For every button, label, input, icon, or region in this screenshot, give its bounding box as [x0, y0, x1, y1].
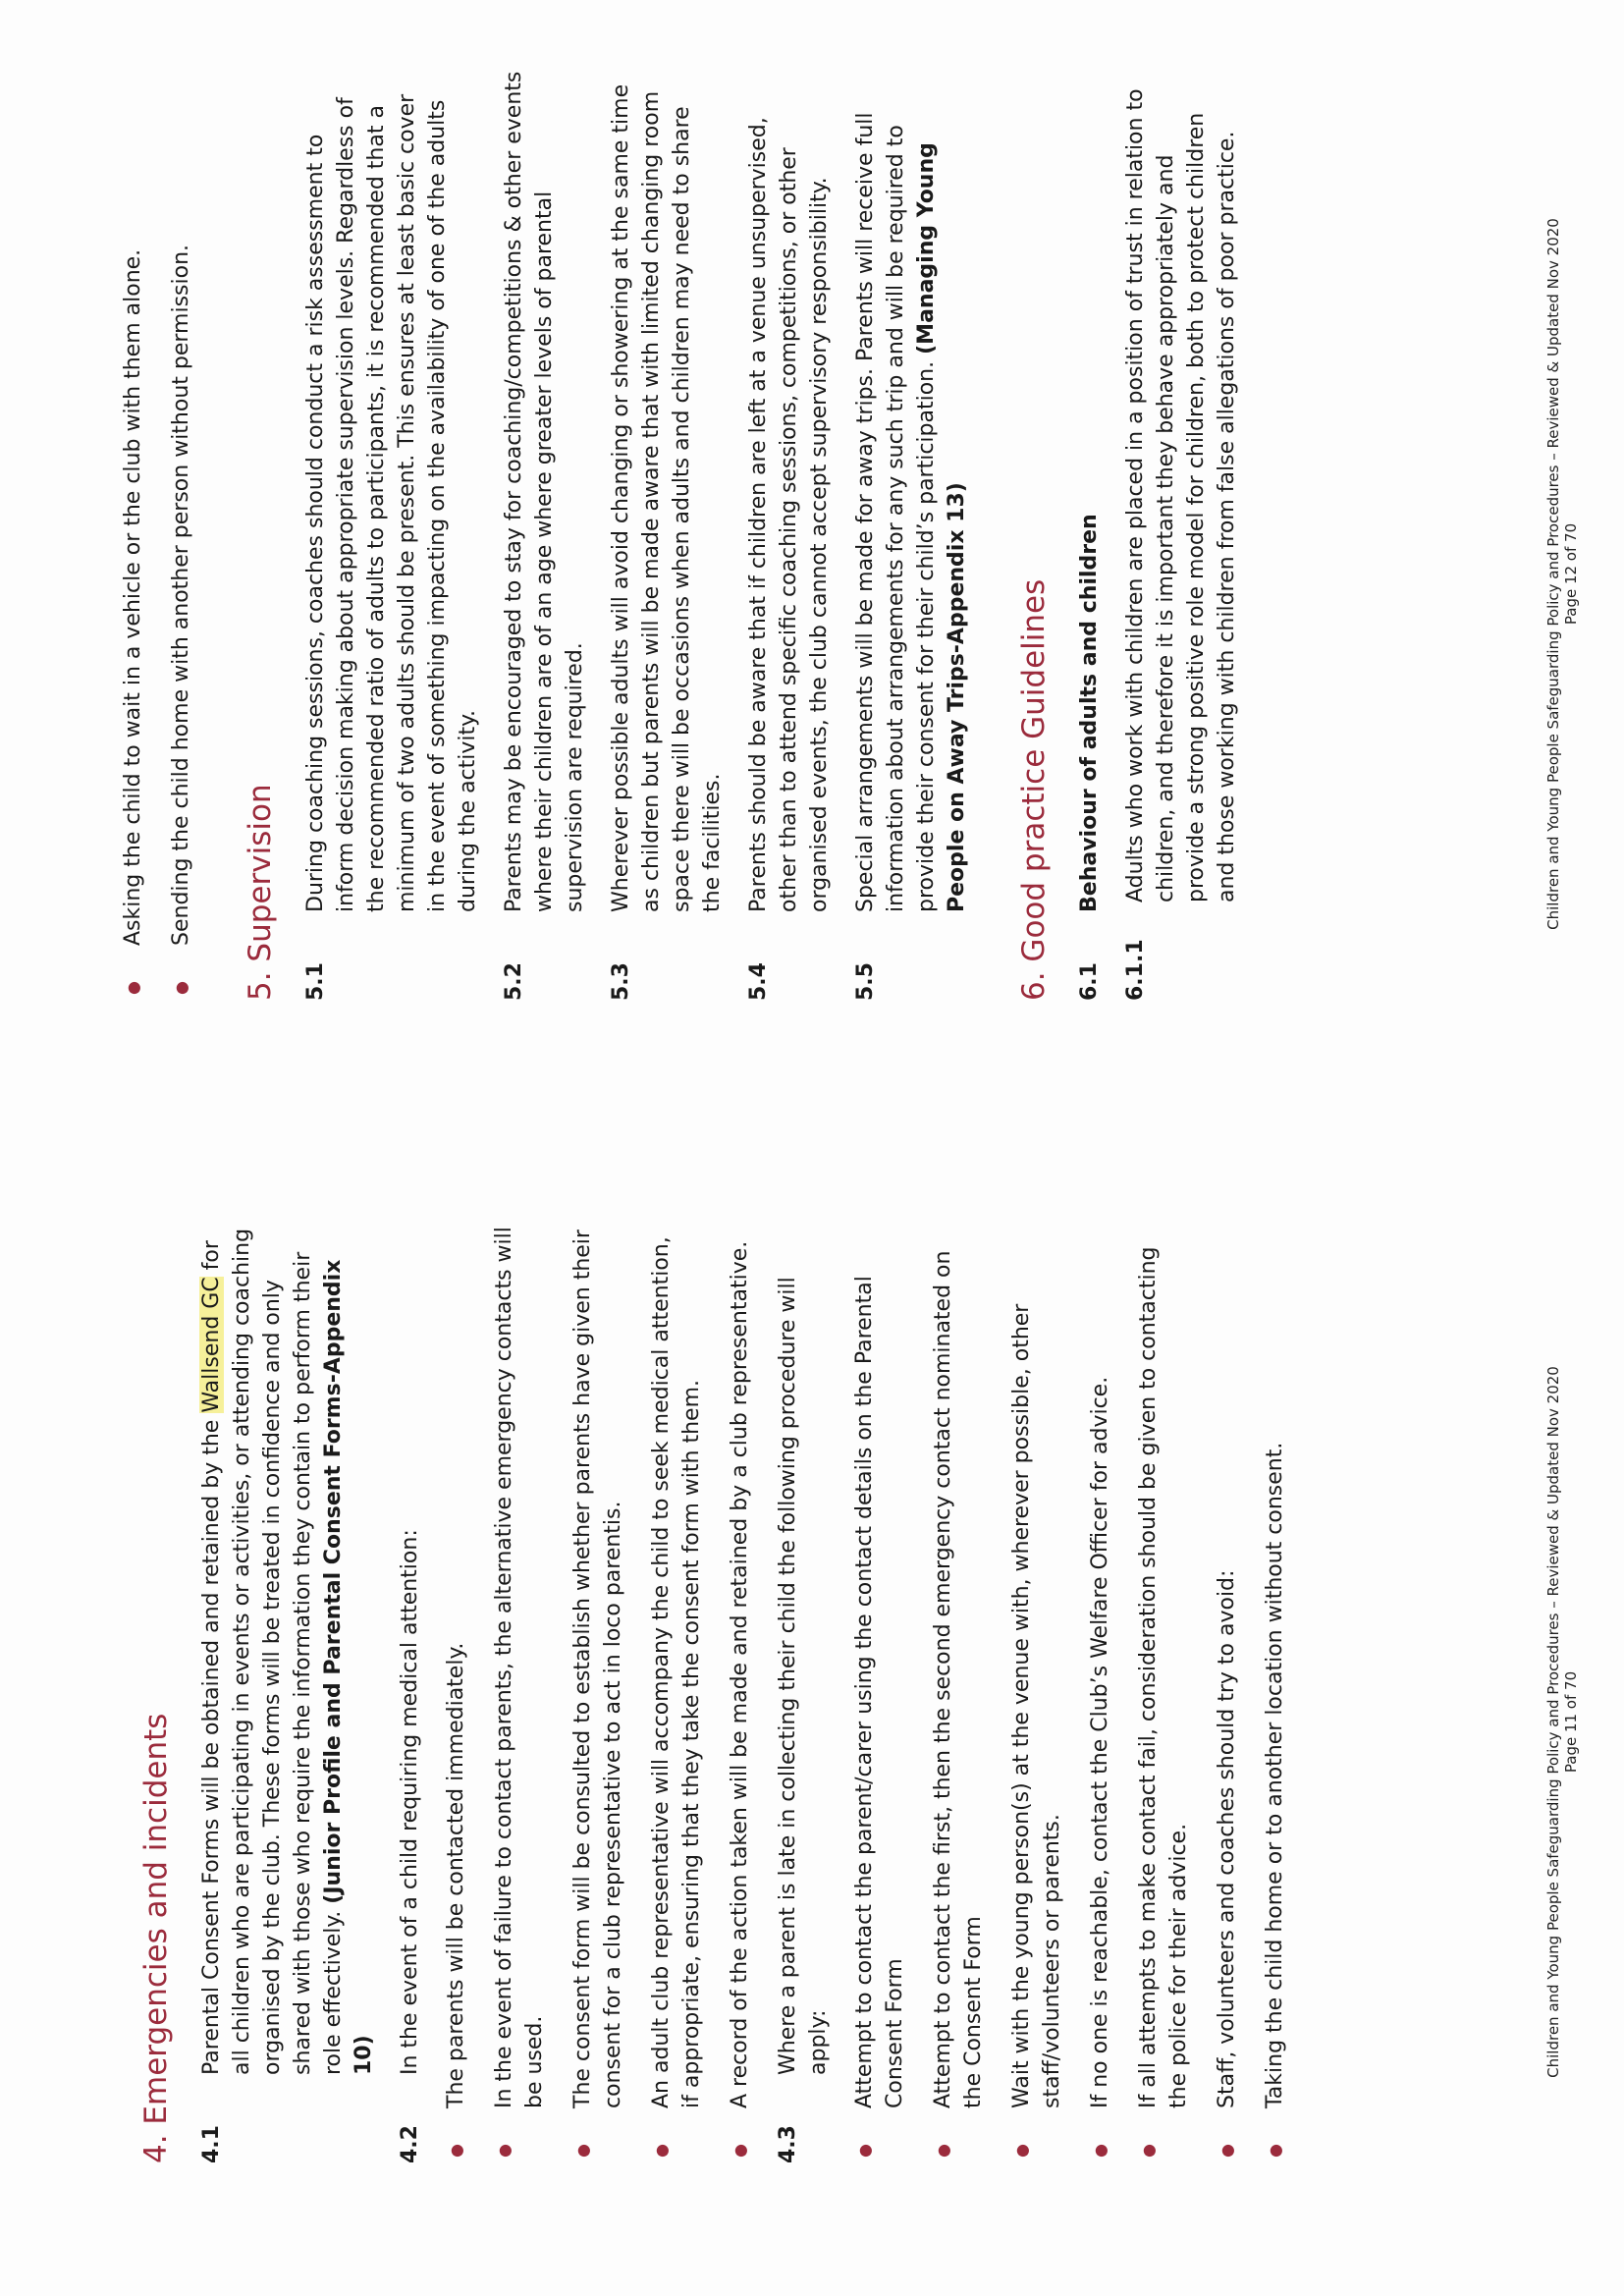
item-text: Special arrangements will be made for away trips. Parents will receive full information about arrangements for any such trip and will be required to provide their consent for their child’s participation. (Managing Young People on Away Trips-Appendix 13) [853, 112, 969, 912]
page-11-content [137, 1217, 1308, 2163]
item-number: 4.3 [776, 2125, 800, 2163]
page-12-content [118, 69, 1258, 1001]
bullet-icon: ● [652, 2144, 671, 2158]
list-item: ● A record of the action taken will be made and retained by a club representative. [725, 1217, 755, 2163]
list-item: ● The parents will be contacted immediately. [441, 1217, 471, 2163]
bullet-icon: ● [447, 2144, 465, 2158]
list-item: ● An adult club representative will accompany the child to seek medical attention, if appropriate, ensuring that they take the consent form with them. [646, 1217, 707, 2163]
subsection-heading: Behaviour of adults and children [1077, 514, 1102, 912]
bullet-icon: ● [495, 2144, 514, 2158]
appendix-reference: (Junior Profile and Parental Consent Forms-Appendix 10) [321, 1259, 376, 2075]
item-5-2 [499, 69, 590, 1001]
item-text: Where a parent is late in collecting their child the following procedure will apply: [776, 1277, 831, 2075]
bullet-icon: ● [1139, 2144, 1158, 2158]
bullet-icon: ● [1218, 2144, 1236, 2158]
list-item: ● Wait with the young person(s) at the venue with, wherever possible, other staff/volunteers or parents. [1006, 1217, 1067, 2163]
bullet-icon: ● [934, 2144, 952, 2158]
item-5-1 [300, 69, 483, 1001]
item-number: 4.2 [398, 2125, 422, 2163]
item-number: 5.5 [853, 962, 878, 1001]
item-5-4 [743, 69, 835, 1001]
item-4-3 [773, 1217, 834, 2163]
item-text: During coaching sessions, coaches should conduct a risk assessment to inform decision making about appropriate supervision levels. Regardless of the recommended ratio of adults to participants, it is recommended that a minimum of two adults should be present. This ensures at least basic cover in the event of something impacting on the availability of one of the adults during the activity. [303, 93, 480, 912]
list-item: ● Asking the child to wait in a vehicle or the club with them alone. [118, 69, 148, 1001]
list-item: ● Attempt to contact the first, then the second emergency contact nominated on the Consent Form [928, 1217, 989, 2163]
list-item: ● If all attempts to make contact fail, consideration should be given to contacting the police for their advice. [1133, 1217, 1194, 2163]
list-item: ● Staff, volunteers and coaches should try to avoid: [1212, 1217, 1242, 2163]
item-4-2 [395, 1217, 425, 2163]
item-number: 5.2 [502, 962, 526, 1001]
item-text: Wherever possible adults will avoid changing or showering at the same time as children but parents will be made aware that with limited changing room space there will be occasions when adults and children may need to share the facilities. [609, 83, 725, 912]
appendix-reference: (Managing Young People on Away Trips-Appendix 13) [914, 142, 969, 912]
bullet-icon: ● [172, 981, 190, 995]
section-4-title: 4. Emergencies and incidents [138, 1713, 174, 2163]
item-number: 5.3 [609, 962, 633, 1001]
item-number: 5.1 [303, 962, 328, 1001]
item-6-1-1 [1120, 69, 1242, 1001]
bullet-icon: ● [124, 981, 142, 995]
list-item: ● If no one is reachable, contact the Club’s Welfare Officer for advice. [1085, 1217, 1115, 2163]
page-footer [1544, 1148, 1580, 2296]
page-footer [1544, 0, 1580, 1148]
list-item: ● Sending the child home with another person without permission. [166, 69, 196, 1001]
item-text: Parental Consent Forms will be obtained and retained by the Wallsend GC for all children who are participating in events or activities, or attending coaching organised by the club. These forms will be treated in confidence and only shared with those who require the information they contain to perform their role effectively. (Junior Profile and Parental Consent Forms-Appendix 10) [199, 1228, 376, 2075]
bullet-icon: ● [1266, 2144, 1284, 2158]
footer-title: Children and Young People Safeguarding Policy and Procedures – Reviewed & Updated Nov 2020 [1544, 1366, 1562, 2078]
bullet-icon: ● [1091, 2144, 1110, 2158]
item-5-5 [850, 69, 972, 1001]
item-number: 6.1.1 [1123, 939, 1148, 1001]
list-item: ● Attempt to contact the parent/carer using the contact details on the Parental Consent Form [849, 1217, 910, 2163]
list-item: ● The consent form will be consulted to establish whether parents have given their consent for a club representative to act in loco parentis. [568, 1217, 628, 2163]
item-text: Parents should be aware that if children are left at a venue unsupervised, other than to attend specific coaching sessions, competitions, or other organised events, the club cannot accept supervisory responsibility. [746, 117, 832, 912]
section-6-title: 6. Good practice Guidelines [1016, 578, 1052, 1001]
bullet-icon: ● [1012, 2144, 1031, 2158]
section-5-title: 5. Supervision [243, 784, 278, 1001]
item-text: Adults who work with children are placed in a position of trust in relation to children, and therefore it is important they behave appropriately and provide a strong positive role model for children, both to protect children and those working with children from false allegations of poor practice. [1123, 88, 1239, 902]
list-item: ● Taking the child home or to another location without consent. [1260, 1217, 1290, 2163]
page-number: Page 12 of 70 [1562, 522, 1580, 626]
footer-title: Children and Young People Safeguarding Policy and Procedures – Reviewed & Updated Nov 2020 [1544, 218, 1562, 930]
highlighted-club-name: Wallsend GC [199, 1277, 224, 1413]
bullet-icon: ● [731, 2144, 749, 2158]
item-5-3 [606, 69, 728, 1001]
item-text: Parents may be encouraged to stay for coaching/competitions & other events where their children are of an age where greater levels of parental supervision are required. [502, 71, 587, 912]
item-text: In the event of a child requiring medical attention: [398, 1529, 422, 2075]
item-number: 4.1 [199, 2125, 224, 2163]
bullet-icon: ● [573, 2144, 592, 2158]
item-4-1 [196, 1217, 379, 2163]
list-item: ● In the event of failure to contact parents, the alternative emergency contacts will be used. [489, 1217, 550, 2163]
page-number: Page 11 of 70 [1562, 1670, 1580, 1774]
item-number: 5.4 [746, 962, 771, 1001]
item-number: 6.1 [1077, 962, 1102, 1001]
bullet-icon: ● [855, 2144, 874, 2158]
item-6-1 [1074, 69, 1105, 1001]
page-11 [0, 1148, 1624, 2296]
